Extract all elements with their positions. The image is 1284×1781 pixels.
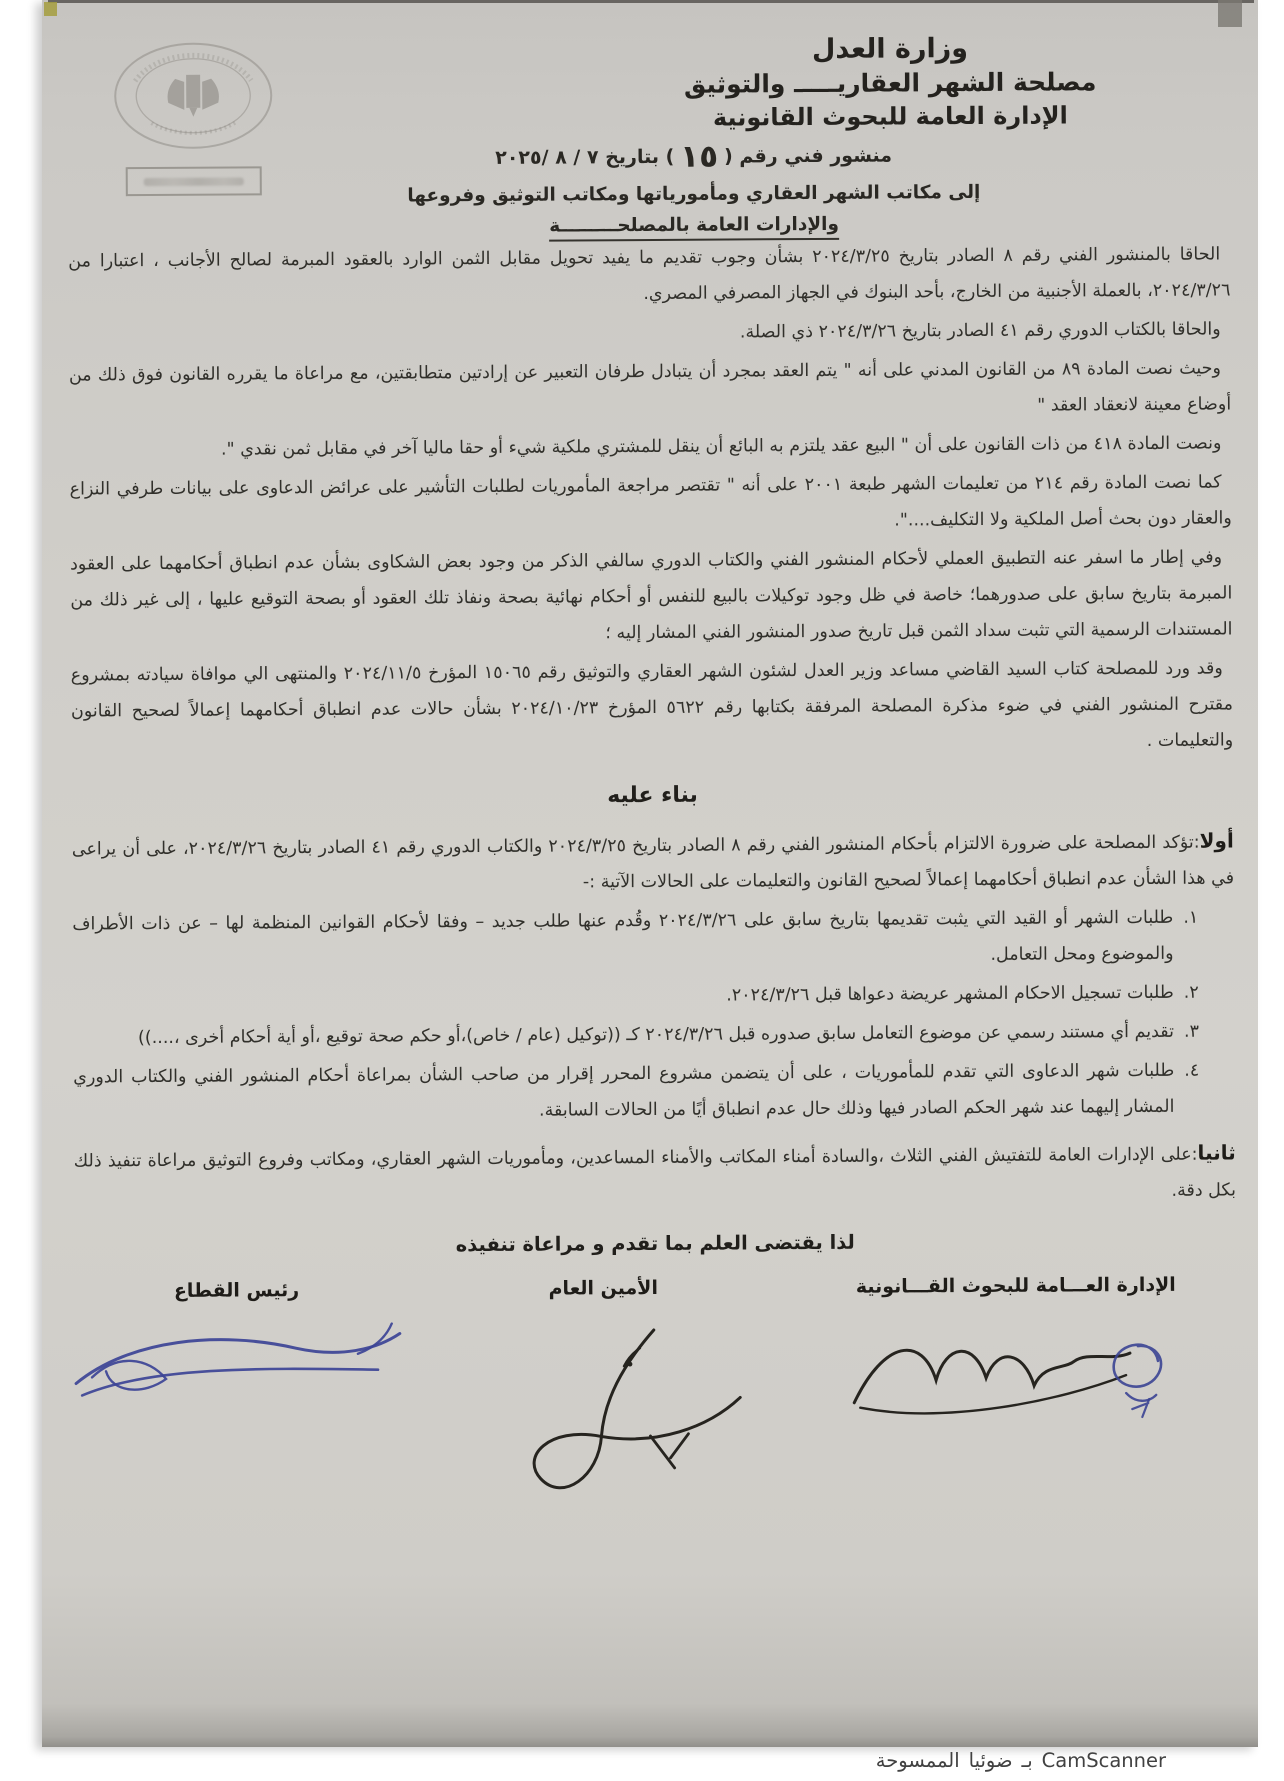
list-item-text: تقديم أي مستند رسمي عن موضوع التعامل سابق صدوره قبل ٢٠٢٤/٣/٢٦ كـ ((توكيل (عام / خاص)،أو حكم صحة توقيع ،أو أية أحكام أخرى ،....)) xyxy=(137,1021,1175,1049)
list-item-text: طلبات الشهر أو القيد التي يثبت تقديمها بتاريخ سابق على ٢٠٢٤/٣/٢٦ وقُدم عنها طلب جديد – وفقا لأحكام القوانين المنظمة لها – عن ذات الأطراف والموضوع ومحل التعامل. xyxy=(72,907,1174,965)
signature-legal-research xyxy=(795,1266,1238,1522)
list-item xyxy=(73,1014,1199,1057)
signature-ink-sector-head xyxy=(62,1309,413,1431)
cases-list xyxy=(72,900,1199,1132)
ministry-seal xyxy=(103,36,284,196)
paragraph: والحاقا بالكتاب الدوري رقم ٤١ الصادر بتاريخ ٢٠٢٤/٣/٢٦ ذي الصلة. xyxy=(739,319,1221,343)
camscanner-attribution xyxy=(876,1749,1166,1772)
attribution-word: ضوئيا xyxy=(968,1749,1013,1772)
addressees-line: إلى مكاتب الشهر العقاري ومأمورياتها ومكاتب التوثيق وفروعها xyxy=(407,181,981,207)
list-item xyxy=(73,1053,1199,1132)
circular-number: ١٥ xyxy=(680,138,719,175)
scanned-page xyxy=(42,0,1258,1747)
document-body xyxy=(68,236,1238,1526)
authority-name: مصلحة الشهر العقاريـــــ والتوثيق xyxy=(683,67,1097,99)
signature-ink-secretary-general xyxy=(443,1307,764,1524)
signature-row xyxy=(74,1266,1238,1526)
seal-caption-smudge xyxy=(144,177,244,186)
attribution-brand: CamScanner xyxy=(1041,1749,1166,1772)
list-item-text: طلبات تسجيل الاحكام المشهر عريضة دعواها قبل ٢٠٢٤/٣/٢٦. xyxy=(726,982,1174,1006)
attribution-word: الممسوحة xyxy=(875,1749,960,1772)
signature-title: رئيس القطاع xyxy=(173,1279,300,1302)
circular-number-line xyxy=(382,138,1006,176)
attribution-word: بـ xyxy=(1021,1749,1033,1772)
paragraph: وقد ورد للمصلحة كتاب السيد القاضي مساعد وزير العدل لشئون الشهر العقاري والتوثيق رقم ١٥٠٦٥ المؤرخ ٢٠٢٤/١١/٥ والمنتهى الي موافاة سيادته بمشروع مقترح المنشور الفني في ضوء مذكرة المصلحة المرفقة بكتابها رقم ٥٦٢٢ المؤرخ ٢٠٢٤/١٠/٢٣ بشأن حالات عدم انطباق أحكامهما إعمالاً لصحيح القانون والتعليمات . xyxy=(70,658,1234,751)
list-item-number: ١. xyxy=(1183,907,1199,928)
addressees-dept-text: والإدارات العامة بالمصلحـــــــــة xyxy=(549,214,839,242)
letterhead xyxy=(675,31,1106,135)
eagle-seal-icon xyxy=(105,38,282,157)
signature-ink-legal-research xyxy=(826,1305,1207,1457)
first-clause xyxy=(72,822,1234,903)
second-clause-label: ثانيا xyxy=(1197,1140,1236,1165)
list-item xyxy=(73,975,1199,1018)
closing-instruction: لذا يقتضى العلم بما تقدم و مراعاة تنفيذه xyxy=(455,1230,855,1257)
seal-caption-box xyxy=(126,166,262,196)
second-clause xyxy=(74,1134,1236,1215)
paragraph: الحاقا بالمنشور الفني رقم ٨ الصادر بتاريخ ٢٠٢٤/٣/٢٥ بشأن وجوب تقديم ما يفيد تحويل مقابل الثمن الوارد بالعقود المبرمة لصالح الأجانب ، اعتبارا من ٢٠٢٤/٣/٢٦، بالعملة الأجنبية من الخارج، بأحد البنوك في الجهاز المصرفي المصري. xyxy=(68,244,1231,305)
list-item-text: طلبات شهر الدعاوى التي تقدم للمأموريات ، على أن يتضمن مشروع المحرر إقرار من صاحب الشأن بمراعاة أحكام المنشور الفني والكتاب الدوري المشار إليهما عند شهر الحكم الصادر فيها وذلك حال عدم انطباق أيًا من الحالات السابقة. xyxy=(73,1060,1175,1121)
circular-title-suffix: ) بتاريخ ٧ / ٨ /٢٠٢٥ xyxy=(495,145,675,169)
paragraph: ونصت المادة ٤١٨ من ذات القانون على أن " البيع عقد يلتزم به البائع أن ينقل للمشتري ملكية شيء أو حقا ماليا آخر في مقابل ثمن نقدي ". xyxy=(220,433,1222,460)
signature-title: الإدارة العـــامة للبحوث القـــانونية xyxy=(855,1273,1176,1298)
second-clause-text: :على الإدارات العامة للتفتيش الفني الثلاث ،والسادة أمناء المكاتب والأمناء المساعدين، ومأموريات الشهر العقاري، ومكاتب وفروع التوثيق مراعاة تنفيذ ذلك بكل دقة. xyxy=(73,1144,1237,1201)
document-content xyxy=(37,0,1264,1751)
resolution-heading: بناء عليه xyxy=(607,782,698,809)
signature-sector-head xyxy=(61,1271,413,1526)
circular-title-prefix: منشور فني رقم ( xyxy=(724,144,893,168)
ministry-name: وزارة العدل xyxy=(811,33,969,65)
paragraph: وفي إطار ما اسفر عنه التطبيق العملي لأحكام المنشور الفني والكتاب الدوري سالفي الذكر من وجود بعض الشكاوى بشأن عدم انطباق أحكامهما على العقود المبرمة بتاريخ سابق على صدورهما؛ خاصة في ظل وجود توكيلات بالبيع للنفس أو أحكام نهائية بصحة ونفاذ تلك العقود أو بصحة التوقيع عليها ، إلى غير ذلك من المستندات الرسمية التي تثبت سداد الثمن قبل تاريخ صدور المنشور الفني المشار إليه ؛ xyxy=(70,547,1233,644)
list-item xyxy=(72,900,1198,979)
signature-title: الأمين العام xyxy=(548,1276,658,1300)
first-clause-label: أولا xyxy=(1199,828,1234,853)
list-item-number: ٣. xyxy=(1183,1021,1200,1042)
paragraph: كما نصت المادة رقم ٢١٤ من تعليمات الشهر طبعة ٢٠٠١ على أنه " تقتصر مراجعة المأموريات لطلبات التأشير على عرائض الدعاوى على بيانات طرفي النزاع والعقار دون بحث أصل الملكية ولا التكليف....". xyxy=(69,472,1232,531)
circular-title-block xyxy=(382,138,1007,243)
first-clause-text: :تؤكد المصلحة على ضرورة الالتزام بأحكام المنشور الفني رقم ٨ الصادر بتاريخ ٢٠٢٤/٣/٢٥ والكتاب الدوري رقم ٤١ الصادر بتاريخ ٢٠٢٤/٣/٢٦، على أن يراعى في هذا الشأن عدم انطباق أحكامهما إعمالاً لصحيح القانون والتعليمات على الحالات الآتية :- xyxy=(71,832,1235,893)
department-name: الإدارة العامة للبحوث القانونية xyxy=(712,101,1068,132)
paragraph: وحيث نصت المادة ٨٩ من القانون المدني على أنه " يتم العقد بمجرد أن يتبادل طرفان التعبير عن إرادتين متطابقتين، مع مراعاة ما يقرره القانون فوق ذلك من أوضاع معينة لانعقاد العقد " xyxy=(68,358,1232,416)
signature-secretary-general xyxy=(411,1269,796,1524)
list-item-number: ٢. xyxy=(1183,982,1199,1003)
list-item-number: ٤. xyxy=(1184,1060,1200,1081)
